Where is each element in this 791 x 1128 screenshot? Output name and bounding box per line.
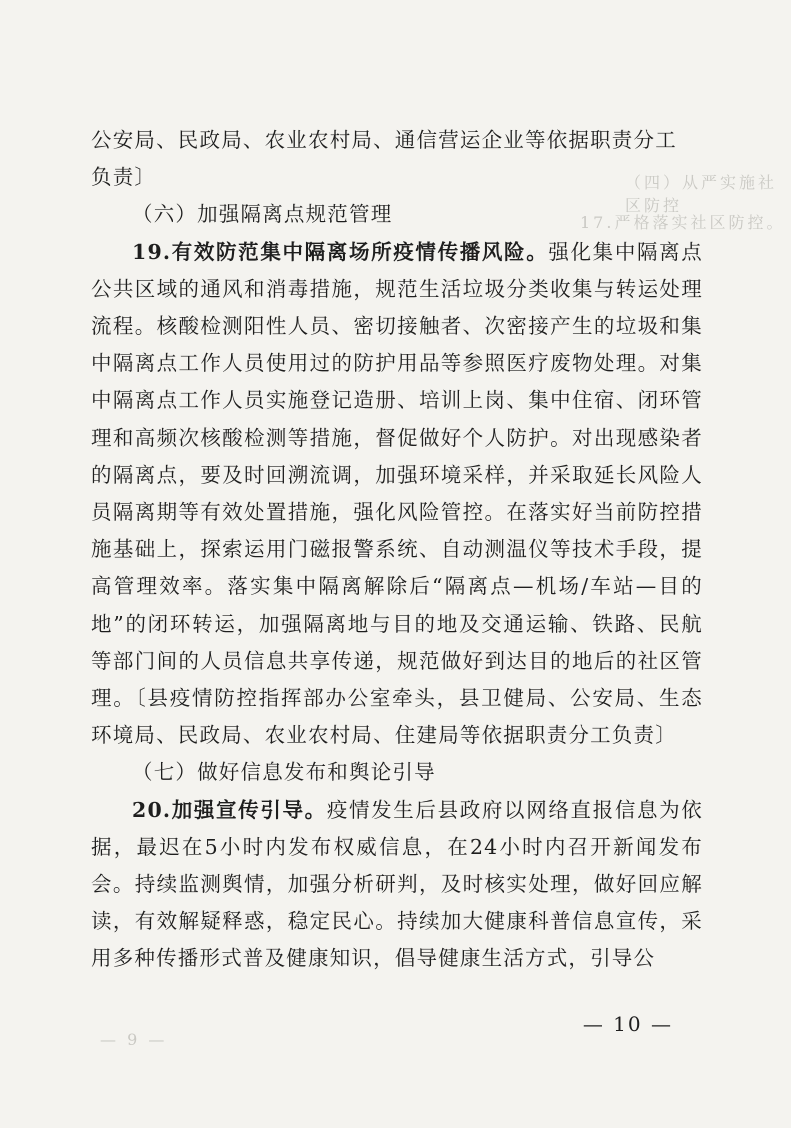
paragraph-20 (91, 792, 703, 978)
paragraph-19-title: 19.有效防范集中隔离场所疫情传播风险。 (132, 239, 549, 264)
section-heading-7: （七）做好信息发布和舆论引导 (132, 760, 436, 785)
bleed-through-item: 17.严格落实社区防控。 (580, 213, 786, 232)
body-text (91, 122, 703, 978)
paragraph-20-title: 20.加强宣传引导。 (132, 797, 327, 822)
continued-paragraph-line: 公安局、民政局、农业农村局、通信营运企业等依据职责分工 (91, 128, 677, 152)
paragraph-19 (91, 234, 703, 755)
continued-paragraph-end: 负责〕 (91, 165, 157, 190)
bleed-through-footer: — 9 — (100, 1030, 168, 1049)
section-heading-6: （六）加强隔离点规范管理 (132, 202, 393, 227)
paragraph-19-body: 强化集中隔离点公共区域的通风和消毒措施，规范生活垃圾分类收集与转运处理流程。核酸检测阳性人员、密切接触者、次密接产生的垃圾和集中隔离点工作人员使用过的防护用品等参照医疗废物处理。对集中隔离点工作人员实施登记造册、培训上岗、集中住宿、闭环管理和高频次核酸检测等措施，督促做好个人防护。对出现感染者的隔离点，要及时回溯流调，加强环境采样，并采取延长风险人员隔离期等有效处置措施，强化风险管控。在落实好当前防控措施基础上，探索运用门磁报警系统、自动测温仪等技术手段，提高管理效率。落实集中隔离解除后“隔离点—机场/车站—目的地”的闭环转运，加强隔离地与目的地及交通运输、铁路、民航等部门间的人员信息共享传递，规范做好到达目的地后的社区管理。〔县疫情防控指挥部办公室牵头，县卫健局、公安局、生态环境局、民政局、农业农村局、住建局等依据职责分工负责〕 (91, 239, 703, 748)
page-number: — 10 — (582, 1012, 673, 1036)
bleed-through-heading: （四）从严实施社区防控 (625, 173, 778, 215)
paragraph-20-body: 疫情发生后县政府以网络直报信息为依据，最迟在5小时内发布权威信息，在24小时内召开新闻发布会。持续监测舆情，加强分析研判，及时核实处理，做好回应解读，有效解疑释惑，稳定民心。持续加大健康科普信息宣传，采用多种传播形式普及健康知识，倡导健康生活方式，引导公 (91, 797, 703, 971)
